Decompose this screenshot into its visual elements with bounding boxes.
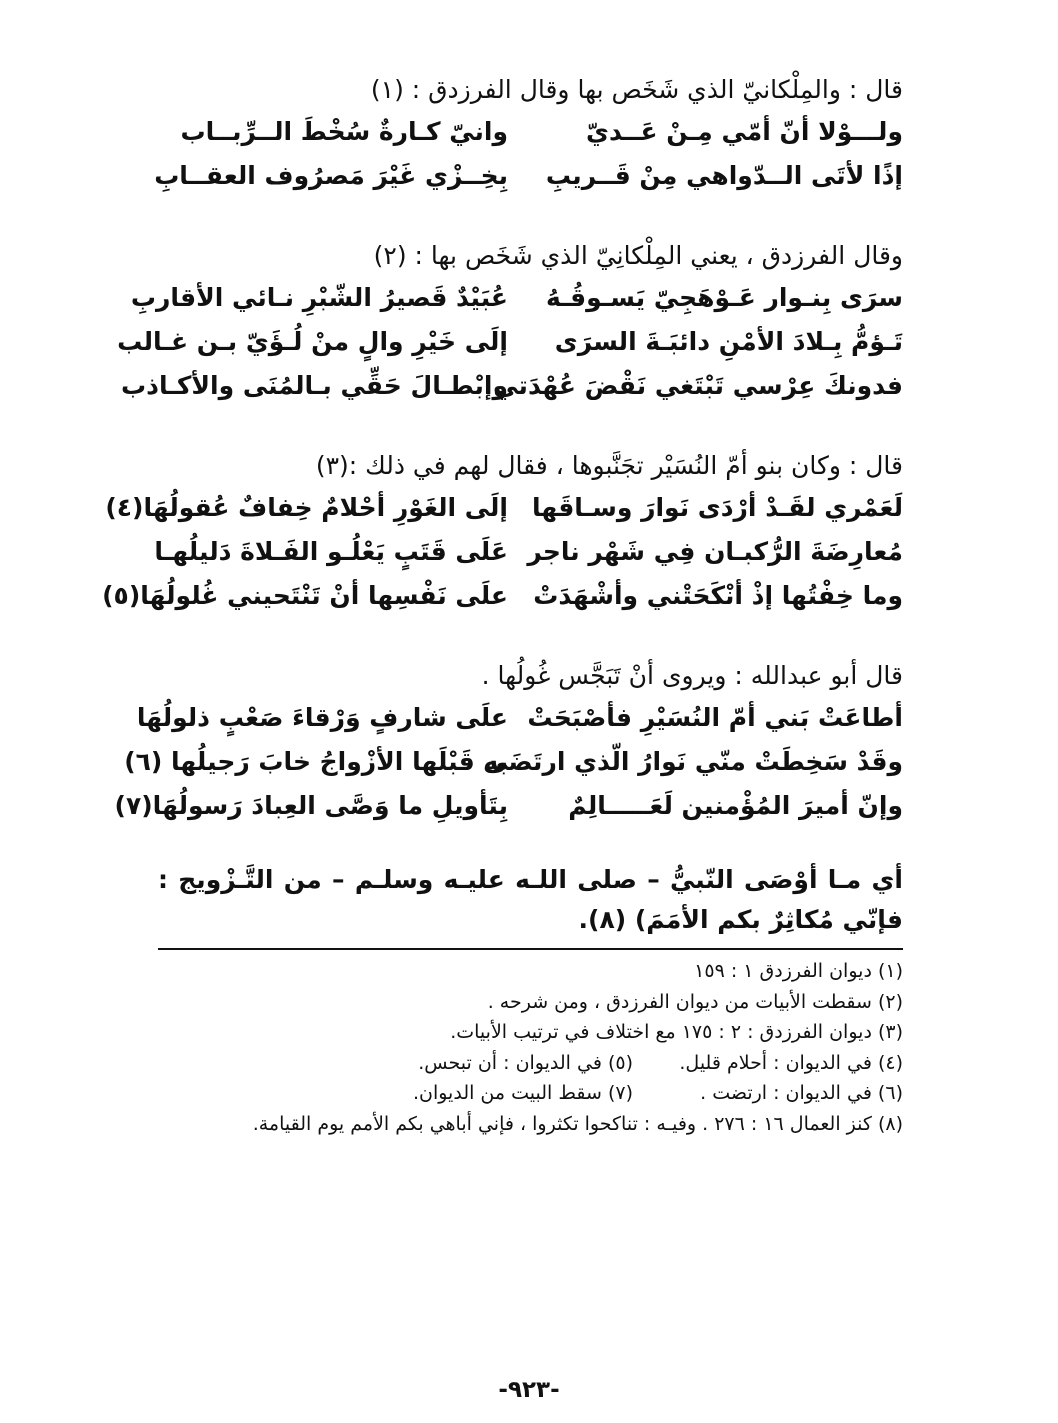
verse-first-hemistich: وما خِفْتُها إذْ أنْكَحَتْني وأشْهَدَتْ xyxy=(533,581,903,610)
verse-line xyxy=(114,784,903,828)
verse-first-hemistich: وقَدْ سَخِطَتْ منّي نَوارُ الّذي ارتَضَى xyxy=(483,747,903,776)
verse-second-hemistich: به قَبْلَها الأزْواجُ خابَ رَجيلُها (٦) xyxy=(124,747,508,776)
verse-first-hemistich: فدونكَ عِرْسي تَبْتَغي نَقْضَ عُهْدَتي xyxy=(493,371,903,400)
verse-line xyxy=(154,154,903,198)
footnote-pair xyxy=(158,1078,903,1109)
section-intro: قال : والمِلْكانيّ الذي شَخَص بها وقال الفرزدق : (١) xyxy=(370,75,903,104)
verse-line xyxy=(124,740,903,784)
section-intro: قال : وكان بنو أمّ النُسَيْر تجَنَّبوها ، فقال لهم في ذلك :(٣) xyxy=(315,451,903,480)
verse-second-hemistich: بِتَأويلِ ما وَصَّى العِبادَ رَسولُهَا(٧) xyxy=(114,791,508,820)
verse-second-hemistich: وانيّ كـارةٌ سُخْطَ الــرِّبــاب xyxy=(180,117,508,146)
section-intro: وقال الفرزدق ، يعني المِلْكانِيّ الذي شَخَص بها : (٢) xyxy=(373,241,903,270)
verse-second-hemistich: إلَى خَيْرِ والٍ منْ لُـؤَيّ بـن غـالب xyxy=(117,327,508,356)
verse-second-hemistich: عُبَيْدٌ قَصيرُ الشّبْرِ نـائي الأقاربِ xyxy=(130,283,508,312)
verse-first-hemistich: لَعَمْري لقَـدْ أرْدَى نَوارَ وسـاقَها xyxy=(532,493,903,522)
verse-line xyxy=(158,110,903,154)
verse-first-hemistich: سرَى بِنـوار عَـوْهَجِيّ يَسـوقُـهُ xyxy=(546,283,903,312)
footnote-separator xyxy=(158,948,903,950)
page-body xyxy=(102,70,903,1139)
footnote: (٤) في الديوان : أحلام قليل. xyxy=(679,1051,903,1074)
section-intro: قال أبو عبدالله : ويروى أنْ تَبَجَّس غُولُها . xyxy=(481,661,903,690)
verse-first-hemistich: ولـــوْلا أنّ أمّي مِـنْ عَــديّ xyxy=(586,117,903,146)
footnote: (٨) كنز العمال ١٦ : ٢٧٦ . وفيـه : تناكحوا تكثروا ، فإني أباهي بكم الأمم يوم القيامة. xyxy=(252,1112,903,1135)
verse-first-hemistich: إذًا لأتَى الــدّواهي مِنْ قَــريبِ xyxy=(545,161,903,190)
verse-first-hemistich: تَـؤمُّ بِـلادَ الأمْنِ دائبَـةَ السرَى xyxy=(554,327,903,356)
footnote: (٦) في الديوان : ارتضت . xyxy=(700,1082,903,1104)
verse-line xyxy=(121,364,903,408)
footnote-pair xyxy=(158,1048,903,1079)
verse-second-hemistich: وإبْطـالَ حَقِّي بـالمُنَى والأكـاذب xyxy=(121,371,508,400)
verse-first-hemistich: وإنّ أميرَ المُؤْمنين لَعَـــــالِمٌ xyxy=(568,791,903,820)
verse-second-hemistich: علَى نَفْسِها أنْ تَنْتَحيني غُلولُهَا(٥) xyxy=(102,581,508,610)
footnote: (٥) في الديوان : أن تبحس. xyxy=(418,1051,633,1074)
verse-second-hemistich: علَى شارفٍ وَرْقاءَ صَعْبٍ ذلولُهَا xyxy=(136,703,508,732)
verse-line xyxy=(117,320,903,364)
footnote: (٣) ديوان الفرزدق : ٢ : ١٧٥ مع اختلاف في ترتيب الأبيات. xyxy=(450,1021,903,1043)
verse-line xyxy=(105,486,903,530)
verse-line xyxy=(130,276,903,320)
verse-line xyxy=(136,696,903,740)
footnote: (٧) سقط البيت من الديوان. xyxy=(412,1082,633,1104)
verse-second-hemistich: بِخِــزْي غَيْرَ مَصرُوف العقــابِ xyxy=(154,161,508,190)
verse-second-hemistich: عَلَى قَتَبٍ يَعْلُـو الفَـلاةَ دَليلُهـا xyxy=(154,537,508,566)
footnote: (٢) سقطت الأبيات من ديوان الفرزدق ، ومن شرحه . xyxy=(487,990,903,1013)
verse-line xyxy=(154,530,903,574)
footnote: (١) ديوان الفرزدق ١ : ١٥٩ xyxy=(694,960,903,982)
verse-second-hemistich: إلَى الغَوْرِ أحْلامٌ خِفافٌ عُقولُهَا(٤) xyxy=(105,493,508,522)
verse-line xyxy=(102,574,903,618)
closing-paragraph: أي مـا أوْصَى النّبيُّ – صلى اللـه عليـه وسلـم – من التَّـزْويج : فإنّي مُكاثِرٌ بكم الأمَمَ) (٨). xyxy=(158,865,903,934)
verse-first-hemistich: مُعارِضَةَ الرُّكبـان فِي شَهْر ناجر xyxy=(527,537,903,566)
verse-first-hemistich: أطاعَتْ بَني أمّ النُسَيْرِ فأصْبَحَتْ xyxy=(527,703,903,732)
page-number: -٩٢٣- xyxy=(498,1377,560,1403)
